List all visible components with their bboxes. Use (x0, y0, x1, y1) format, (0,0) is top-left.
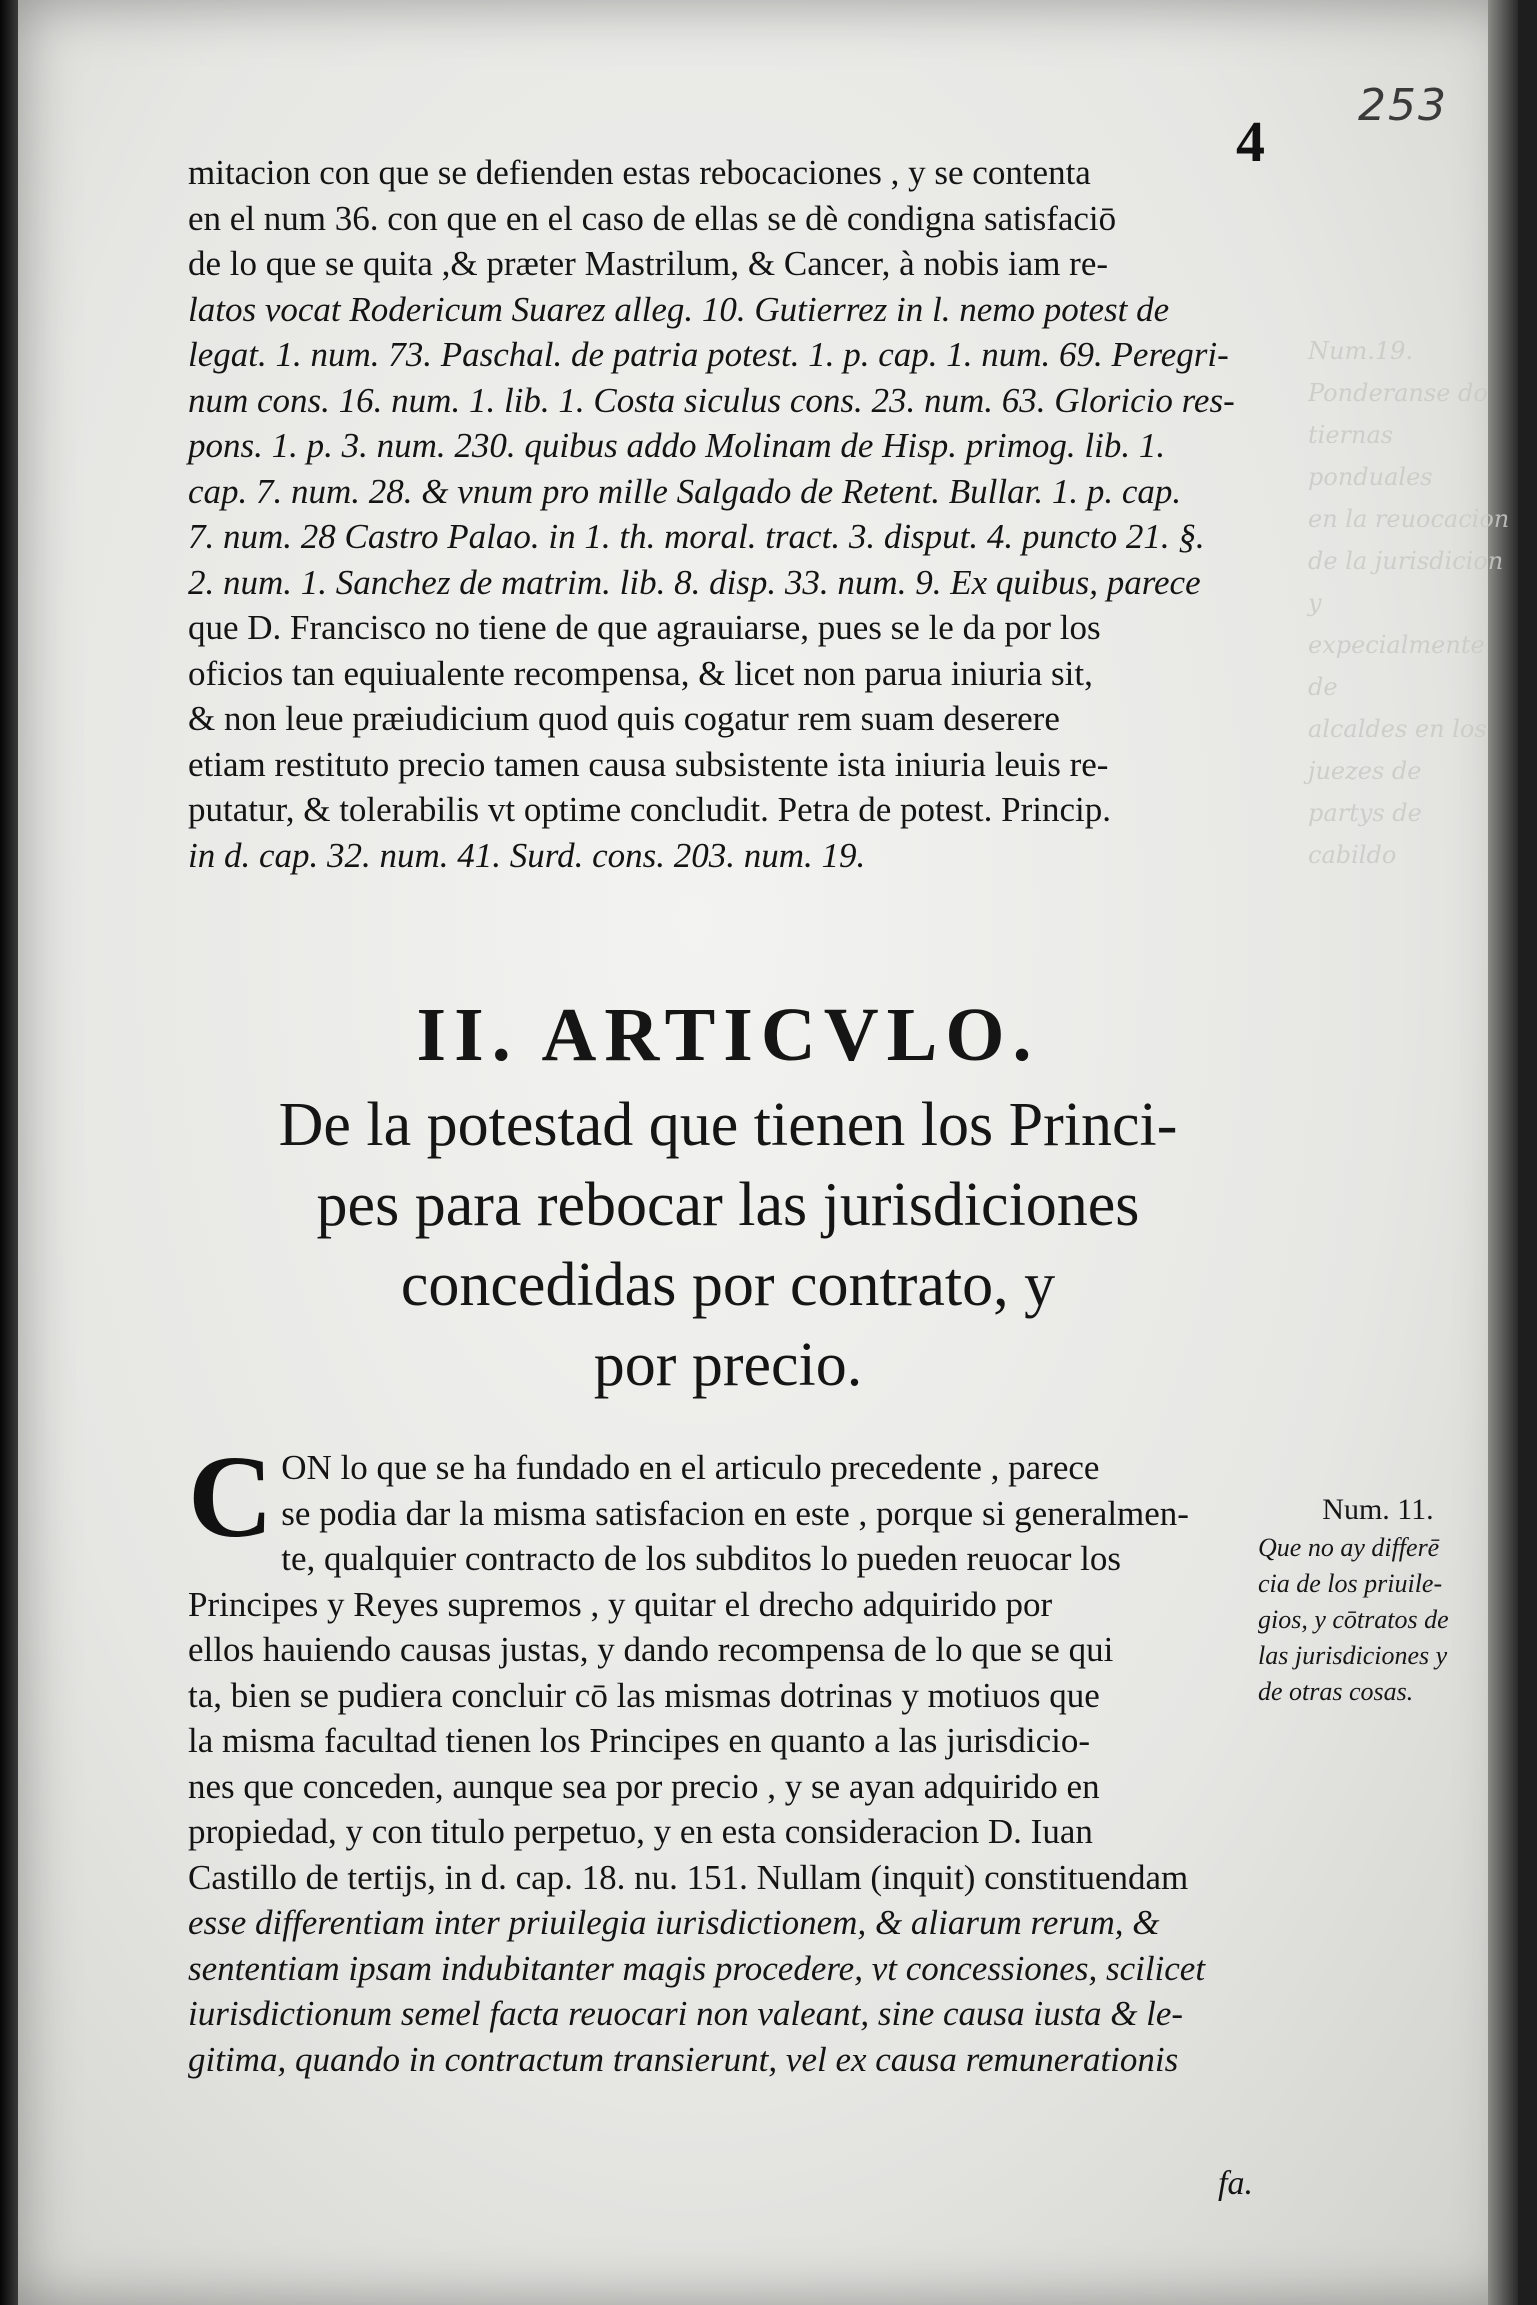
show-through-line: expecialmente de (1308, 631, 1485, 701)
text-line: nes que conceden, aunque sea por precio , y se ayan adquirido en (188, 1766, 1100, 1806)
text-line: se podia dar la misma satisfacion en este , porque si generalmen- (281, 1493, 1189, 1533)
book-page (18, 0, 1518, 2305)
text-line: gitima, quando in contractum transierunt, vel ex causa remunerationis (188, 2039, 1179, 2079)
text-line: propiedad, y con titulo perpetuo, y en esta consideracion D. Iuan (188, 1812, 1093, 1851)
catchword: fa. (1218, 2165, 1253, 2202)
show-through-line: de la jurisdicion y (1308, 547, 1504, 617)
text-line: la misma facultad tienen los Principes en quanto a las jurisdicio- (188, 1721, 1090, 1760)
text-line: esse differentiam inter priuilegia iurisdictionem, & aliarum rerum, & (188, 1903, 1160, 1942)
text-line: 7. num. 28 Castro Palao. in 1. th. moral. tract. 3. disput. 4. puncto 21. §. (188, 517, 1205, 556)
text-line: ellos hauiendo causas justas, y dando recompensa de lo que se qui (188, 1630, 1114, 1669)
text-line: ta, bien se pudiera concluir cō las mismas dotrinas y motiuos que (188, 1675, 1100, 1715)
text-line: num cons. 16. num. 1. lib. 1. Costa siculus cons. 23. num. 63. Gloricio res- (188, 380, 1235, 420)
handwritten-folio-number: 253 (1358, 80, 1448, 131)
page-number: 4 (1236, 109, 1265, 174)
show-through-line: juezes de (1308, 757, 1422, 785)
text-line: 2. num. 1. Sanchez de matrim. lib. 8. disp. 33. num. 9. Ex quibus, parece (188, 562, 1201, 602)
subheading-line: concedidas por contrato, y (400, 1251, 1056, 1319)
text-line: que D. Francisco no tiene de que agrauiarse, pues se le da por los (188, 608, 1101, 647)
scan-edge-left (0, 0, 18, 2305)
show-through-line: tiernas ponduales (1308, 421, 1433, 491)
margin-note-line: gios, y cōtratos de (1258, 1605, 1449, 1634)
margin-note-body (1258, 1530, 1498, 1710)
subheading-line: De la potestad que tienen los Princi- (278, 1091, 1178, 1159)
show-through-line: cabildo (1308, 841, 1397, 869)
text-line: en el num 36. con que en el caso de ellas se dè condigna satisfaciō (188, 198, 1117, 238)
text-line: iurisdictionum semel facta reuocari non valeant, sine causa iusta & le- (188, 1994, 1184, 2033)
show-through-line: Num.19. (1308, 337, 1414, 365)
text-line: de lo que se quita ,& præter Mastrilum, & Cancer, à nobis iam re- (188, 244, 1109, 283)
article-subheading (188, 1085, 1268, 1405)
paragraph-2 (188, 1431, 1268, 2082)
text-line: in d. cap. 32. num. 41. Surd. cons. 203. num. 19. (188, 835, 866, 875)
text-line: etiam restituto precio tamen causa subsistente ista iniuria leuis re- (188, 744, 1109, 784)
paragraph-1 (188, 150, 1268, 878)
text-line: & non leue præiudicium quod quis cogatur rem suam deserere (188, 699, 1060, 738)
subheading-line: pes para rebocar las jurisdiciones (316, 1171, 1140, 1239)
text-line: te, qualquier contracto de los subditos lo pueden reuocar los (281, 1539, 1121, 1578)
text-line: Principes y Reyes supremos , y quitar el drecho adquirido por (188, 1584, 1053, 1624)
show-through-line: Ponderanse do (1308, 379, 1488, 407)
text-line: latos vocat Rodericum Suarez alleg. 10. Gutierrez in l. nemo potest de (188, 289, 1170, 329)
margin-note-line: cia de los priuile- (1258, 1569, 1443, 1598)
show-through-text (1308, 330, 1518, 876)
text-line: oficios tan equiualente recompensa, & licet non parua iniuria sit, (188, 653, 1093, 693)
drop-capital: C (188, 1431, 274, 1562)
text-line: sententiam ipsam indubitanter magis procedere, vt concessiones, scilicet (188, 1948, 1206, 1988)
margin-note-line: de otras cosas. (1258, 1677, 1414, 1706)
text-line: ON lo que se ha fundado en el articulo precedente , parece (281, 1448, 1100, 1487)
text-line: cap. 7. num. 28. & vnum pro mille Salgado de Retent. Bullar. 1. p. cap. (188, 471, 1182, 511)
text-line: pons. 1. p. 3. num. 230. quibus addo Molinam de Hisp. primog. lib. 1. (188, 426, 1166, 465)
text-line: legat. 1. num. 73. Paschal. de patria potest. 1. p. cap. 1. num. 69. Peregri- (188, 335, 1229, 374)
margin-note-number: Num. 11. (1322, 1493, 1434, 1526)
subheading-line: por precio. (593, 1331, 863, 1399)
show-through-line: en la reuocacion (1308, 505, 1510, 533)
text-line: putatur, & tolerabilis vt optime concludit. Petra de potest. Princip. (188, 790, 1112, 829)
margin-note-line: las jurisdiciones y (1258, 1641, 1448, 1670)
show-through-line: alcaldes en los (1308, 715, 1487, 743)
text-line: Castillo de tertijs, in d. cap. 18. nu. 151. Nullam (inquit) constituendam (188, 1857, 1189, 1897)
margin-note (1258, 1492, 1498, 1710)
show-through-line: partys de (1308, 799, 1422, 827)
text-line: mitacion con que se defienden estas rebocaciones , y se contenta (188, 153, 1091, 192)
article-heading: II. ARTICVLO. (416, 993, 1040, 1077)
margin-note-line: Que no ay differē (1258, 1533, 1440, 1562)
